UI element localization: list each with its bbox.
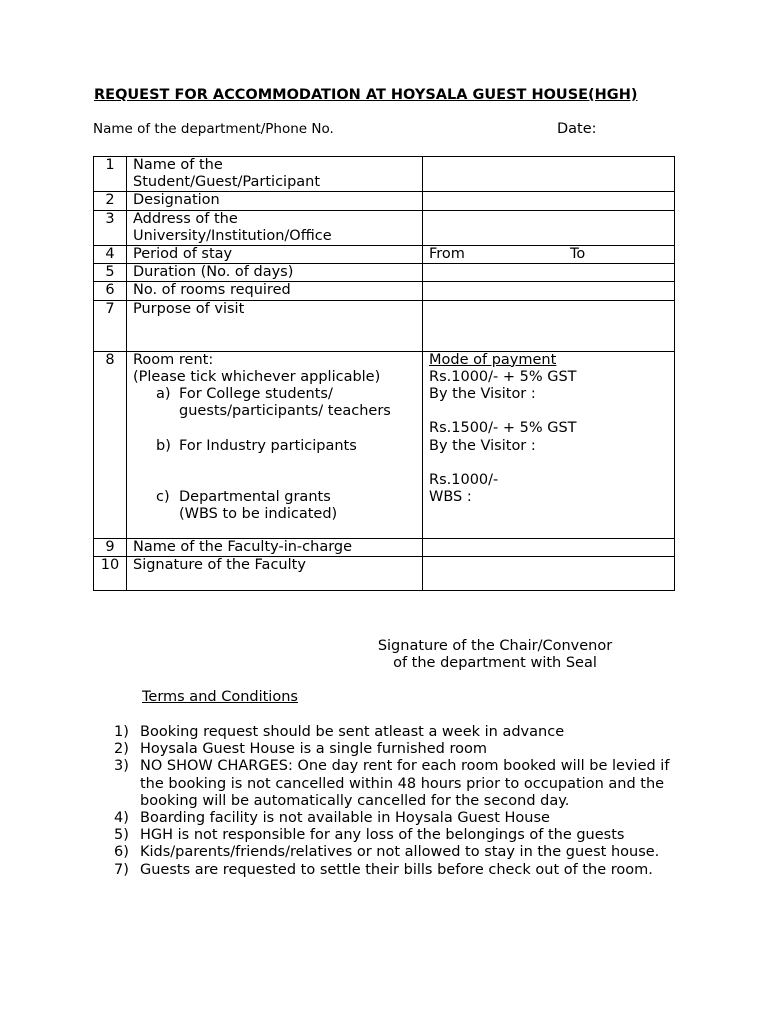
- row-number: 7: [94, 300, 127, 351]
- label-line: Address of the: [133, 210, 238, 227]
- payment-line: Rs.1000/-: [429, 472, 499, 489]
- row-label: Purpose of visit: [127, 300, 423, 351]
- term-marker: 2): [114, 741, 129, 758]
- room-rent-options: [133, 386, 416, 524]
- term-text: Booking request should be sent atleast a week in advance: [140, 724, 565, 740]
- room-rent-label: [127, 351, 423, 538]
- row-number: 4: [94, 246, 127, 264]
- room-rent-option-departmental[interactable]: [133, 489, 416, 523]
- term-marker: 1): [114, 724, 129, 740]
- spacer: [133, 420, 416, 437]
- row-number: 3: [94, 210, 127, 245]
- term-text: HGH is not responsible for any loss of the belongings of the guests: [140, 827, 625, 844]
- term-marker: 7): [114, 861, 129, 878]
- department-phone-label: Name of the department/Phone No.: [93, 121, 334, 137]
- row-label: No. of rooms required: [127, 282, 423, 300]
- chair-signature-block: [340, 638, 650, 672]
- from-label: From: [429, 246, 465, 263]
- name-value-field[interactable]: [423, 157, 675, 192]
- faculty-name-field[interactable]: [423, 538, 675, 556]
- payment-mode-heading: Mode of payment: [429, 351, 557, 368]
- row-label: Name of the Faculty-in-charge: [127, 538, 423, 556]
- row-number: 5: [94, 264, 127, 282]
- form-row-duration: [94, 264, 675, 282]
- term-marker: 4): [114, 810, 129, 827]
- label-line: Name of the: [133, 157, 223, 173]
- label-line: University/Institution/Office: [133, 227, 332, 244]
- row-label: Duration (No. of days): [127, 264, 423, 282]
- payment-line: By the Visitor :: [429, 437, 536, 454]
- row-number: 8: [94, 351, 127, 538]
- option-text: For College students/: [179, 386, 333, 403]
- term-item: [114, 827, 674, 844]
- room-rent-option-college[interactable]: [133, 386, 416, 420]
- option-marker: b): [156, 437, 171, 454]
- form-row-address: [94, 210, 675, 245]
- duration-value-field[interactable]: [423, 264, 675, 282]
- form-row-faculty-signature: [94, 556, 675, 590]
- to-label: To: [570, 246, 586, 263]
- form-row-purpose: [94, 300, 675, 351]
- spacer: [429, 455, 668, 472]
- term-item: [114, 810, 674, 827]
- form-row-faculty-in-charge: [94, 538, 675, 556]
- room-rent-option-industry[interactable]: [133, 438, 416, 455]
- spacer: [133, 455, 416, 472]
- rooms-value-field[interactable]: [423, 282, 675, 300]
- option-marker: c): [156, 489, 170, 506]
- purpose-value-field[interactable]: [423, 300, 675, 351]
- date-label: Date:: [557, 121, 597, 137]
- form-row-name: [94, 157, 675, 192]
- term-item: [114, 862, 674, 879]
- option-text: Departmental grants: [179, 489, 331, 506]
- option-marker: a): [156, 386, 171, 403]
- term-item: [114, 741, 674, 758]
- accommodation-form-table: [93, 156, 675, 591]
- payment-line: Rs.1000/- + 5% GST: [429, 368, 577, 385]
- form-row-room-rent: [94, 351, 675, 538]
- row-label: Signature of the Faculty: [127, 556, 423, 590]
- row-label: Period of stay: [127, 246, 423, 264]
- term-text: Kids/parents/friends/relatives or not allowed to stay in the guest house.: [140, 844, 660, 861]
- term-text: Boarding facility is not available in Hoysala Guest House: [140, 810, 550, 827]
- page-title: REQUEST FOR ACCOMMODATION AT HOYSALA GUEST HOUSE(HGH): [94, 87, 638, 103]
- term-text: Hoysala Guest House is a single furnished room: [140, 741, 487, 758]
- spacer: [133, 472, 416, 489]
- form-row-period-of-stay: [94, 246, 675, 264]
- payment-mode-field[interactable]: [423, 351, 675, 538]
- term-item: [114, 724, 674, 741]
- terms-heading: Terms and Conditions: [142, 689, 298, 705]
- room-rent-title: Room rent:: [133, 351, 214, 368]
- address-value-field[interactable]: [423, 210, 675, 245]
- form-row-rooms: [94, 282, 675, 300]
- chair-signature-line: Signature of the Chair/Convenor: [377, 638, 613, 654]
- payment-line: Rs.1500/- + 5% GST: [429, 420, 577, 437]
- term-marker: 5): [114, 827, 129, 844]
- term-text: Guests are requested to settle their bills before check out of the room.: [140, 861, 653, 878]
- row-number: 2: [94, 192, 127, 210]
- term-marker: 3): [114, 758, 129, 775]
- row-number: 6: [94, 282, 127, 300]
- spacer: [429, 403, 668, 420]
- term-item: [114, 758, 674, 810]
- option-text: For Industry participants: [179, 437, 357, 454]
- option-text: guests/participants/ teachers: [179, 403, 391, 420]
- form-row-designation: [94, 192, 675, 210]
- room-rent-note: (Please tick whichever applicable): [133, 368, 381, 385]
- row-label: Designation: [127, 192, 423, 210]
- payment-line: By the Visitor :: [429, 386, 536, 403]
- terms-list: [114, 724, 674, 879]
- term-text: NO SHOW CHARGES: One day rent for each room booked will be levied if the booking is not cancelled within 48 hours prior to occupation and the booking will be automatically cancelled for the second day.: [140, 758, 670, 809]
- period-value-field[interactable]: [423, 246, 675, 264]
- chair-signature-line: of the department with Seal: [393, 655, 597, 672]
- row-number: 1: [94, 157, 127, 192]
- row-label: [127, 210, 423, 245]
- row-label: [127, 157, 423, 192]
- row-number: 9: [94, 538, 127, 556]
- term-marker: 6): [114, 844, 129, 861]
- payment-line: WBS :: [429, 489, 472, 506]
- term-item: [114, 844, 674, 861]
- label-line: Student/Guest/Participant: [133, 174, 321, 191]
- faculty-signature-field[interactable]: [423, 556, 675, 590]
- designation-value-field[interactable]: [423, 192, 675, 210]
- row-number: 10: [94, 556, 127, 590]
- option-text: (WBS to be indicated): [179, 506, 338, 523]
